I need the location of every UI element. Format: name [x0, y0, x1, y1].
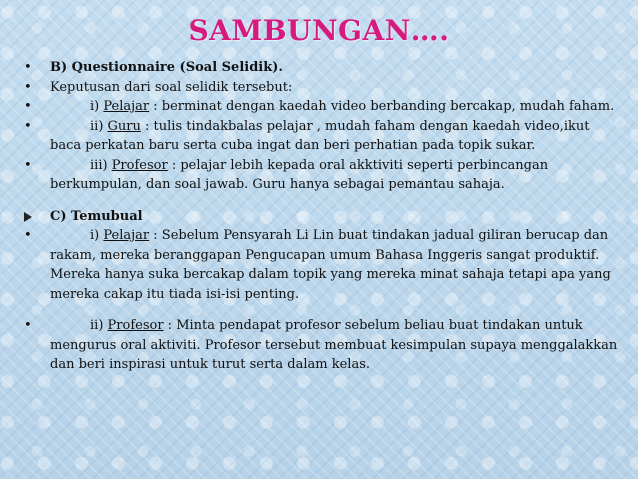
item-label: ii): [90, 118, 108, 134]
bullet-icon: •: [24, 118, 32, 134]
arrow-bullet-icon: [24, 212, 32, 222]
item-label: i): [90, 228, 104, 243]
item-text: : Sebelum Pensyarah Li Lin buat tindakan jadual giliran berucap dan rakam, mereka beranggapan Pengucapan umum Bahasa Inggeris sangat produktif. Mereka hanya suka bercakap dalam topik yang mereka minat sahaja tetapi apa yang mereka cakap itu tiada isi-isi penting.: [50, 228, 611, 302]
bullet-icon: •: [24, 228, 32, 243]
list-item-profesor: [24, 156, 624, 195]
item-label: iii): [90, 157, 112, 173]
item-text: C) Temubual: [50, 208, 143, 224]
slide-title: SAMBUNGAN….: [188, 14, 450, 47]
list-item-keputusan: [24, 78, 624, 98]
item-text: : pelajar lebih kepada oral akktiviti seperti perbincangan berkumpulan, dan soal jawab. Guru hanya sebagai pemantau sahaja.: [50, 157, 549, 192]
item-role: Pelajar: [103, 228, 150, 243]
list-item-questionnaire: [24, 58, 624, 78]
bullet-icon: •: [24, 79, 32, 95]
item-text: Keputusan dari soal selidik tersebut:: [50, 79, 293, 95]
item-role: Profesor: [111, 157, 168, 173]
item-role: Guru: [107, 118, 141, 134]
list-item-temubual: [24, 207, 624, 227]
list-item-pelajar: [24, 97, 624, 117]
item-label: i): [90, 99, 104, 114]
item-role: Pelajar: [103, 99, 150, 114]
slide-content: [24, 58, 624, 375]
bullet-icon: •: [24, 318, 32, 333]
bullet-icon: •: [24, 60, 32, 75]
list-item-temubual-pelajar: [24, 226, 624, 304]
item-role: Profesor: [107, 318, 164, 333]
list-item-temubual-profesor: [24, 316, 624, 375]
item-text: : Minta pendapat profesor sebelum beliau buat tindakan untuk mengurus oral aktiviti. Profesor tersebut membuat kesimpulan supaya menggalakkan dan beri inspirasi untuk turut serta dalam kelas.: [50, 318, 618, 372]
item-text: : tulis tindakbalas pelajar , mudah faham dengan kaedah video,ikut baca perkatan baru serta cuba ingat dan beri perhatian pada topik sukar.: [50, 118, 590, 153]
item-label: ii): [90, 318, 108, 333]
bullet-icon: •: [24, 99, 32, 114]
list-item-guru: [24, 117, 624, 156]
bullet-icon: •: [24, 157, 32, 173]
item-text: B) Questionnaire (Soal Selidik).: [50, 60, 283, 75]
item-text: : berminat dengan kaedah video berbanding bercakap, mudah faham.: [149, 99, 615, 114]
